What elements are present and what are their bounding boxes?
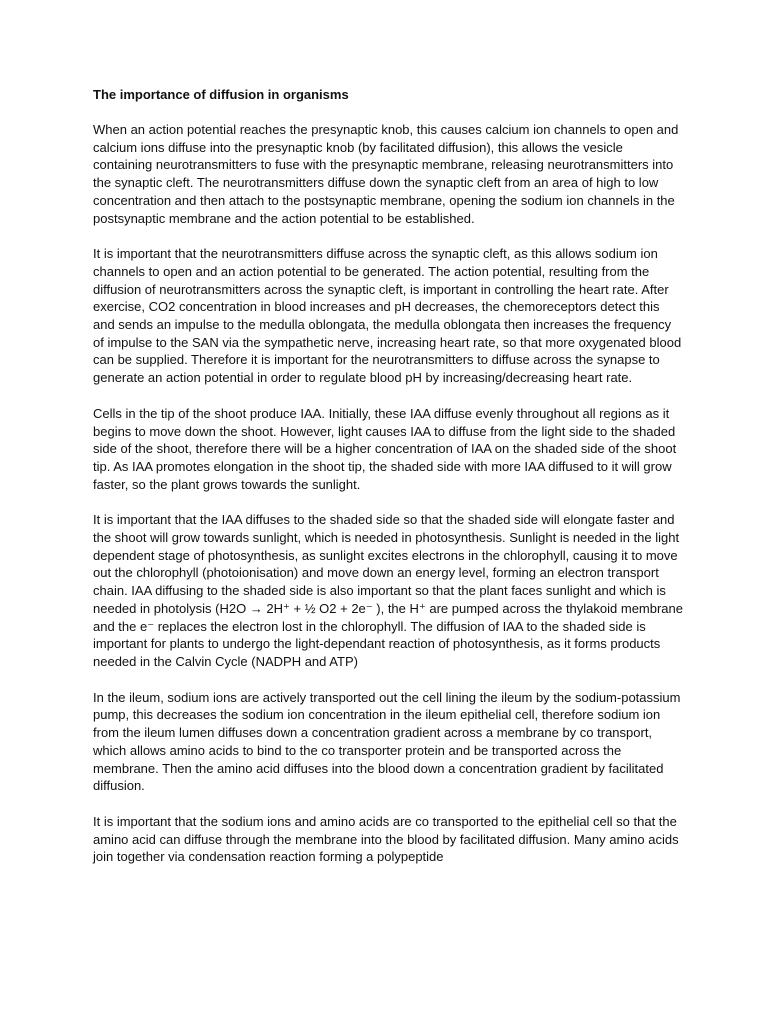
paragraph-iaa: Cells in the tip of the shoot produce IAA. Initially, these IAA diffuse evenly throughout all regions as it begins to move down the shoot. However, light causes IAA to diffuse from the light side to the shaded side of the shoot, therefore there will be a higher concentration of IAA on the shaded side of the shoot tip. As IAA promotes elongation in the shoot tip, the shaded side with more IAA diffused to it will grow faster, so the plant grows towards the sunlight. — [93, 405, 677, 492]
paragraph-co-transport: It is important that the sodium ions and amino acids are co transported to the epithelial cell so that the amino acid can diffuse through the membrane into the blood by facilitated diffusion. Many amino acids join together via condensation reaction forming a polypeptide — [93, 813, 679, 865]
paragraph-photosynthesis: It is important that the IAA diffuses to the shaded side so that the shaded side will elongate faster and the shoot will grow towards sunlight, which is needed in photosynthesis. Sunlight is needed in the light dependent stage of photosynthesis, as sunlight excites electrons in the chlorophyll, causing it to move out the chlorophyll (photoionisation) and move down an energy level, forming an electron transport chain. IAA diffusing to the shaded side is also important so that the plant faces sunlight and which is needed in photolysis (H2O → 2H⁺ + ½ O2 + 2e⁻ ), the H⁺ are pumped across the thylakoid membrane and the e⁻ replaces the electron lost in the chlorophyll. The diffusion of IAA to the shaded side is important for plants to undergo the light-dependant reaction of photosynthesis, as it forms products needed in the Calvin Cycle (NADPH and ATP) — [93, 512, 683, 669]
document-page — [93, 86, 683, 884]
paragraph-heart-rate: It is important that the neurotransmitters diffuse across the synaptic cleft, as this allows sodium ion channels to open and an action potential to be generated. The action potential, resulting from the diffusion of neurotransmitters across the synaptic cleft, is important in controlling the heart rate. After exercise, CO2 concentration in blood increases and pH decreases, the chemoreceptors detect this and sends an impulse to the medulla oblongata, the medulla oblongata then increases the frequency of impulse to the SAN via the sympathetic nerve, increasing heart rate, so that more oxygenated blood can be supplied. Therefore it is important for the neurotransmitters to diffuse across the synapse to generate an action potential in order to regulate blood pH by increasing/decreasing heart rate. — [93, 246, 682, 386]
paragraph-synapse: When an action potential reaches the presynaptic knob, this causes calcium ion channels to open and calcium ions diffuse into the presynaptic knob (by facilitated diffusion), this allows the vesicle containing neurotransmitters to fuse with the presynaptic membrane, releasing neurotransmitters into the synaptic cleft. The neurotransmitters diffuse down the synaptic cleft from an area of high to low concentration and then attach to the postsynaptic membrane, opening the sodium ion channels in the postsynaptic membrane and the action potential to be established. — [93, 122, 679, 226]
paragraph-ileum: In the ileum, sodium ions are actively transported out the cell lining the ileum by the sodium-potassium pump, this decreases the sodium ion concentration in the ileum epithelial cell, therefore sodium ion from the ileum lumen diffuses down a concentration gradient across a membrane by co transport, which allows amino acids to bind to the co transporter protein and be transported across the membrane. Then the amino acid diffuses into the blood down a concentration gradient by facilitated diffusion. — [93, 689, 681, 794]
document-title: The importance of diffusion in organisms — [93, 87, 349, 102]
